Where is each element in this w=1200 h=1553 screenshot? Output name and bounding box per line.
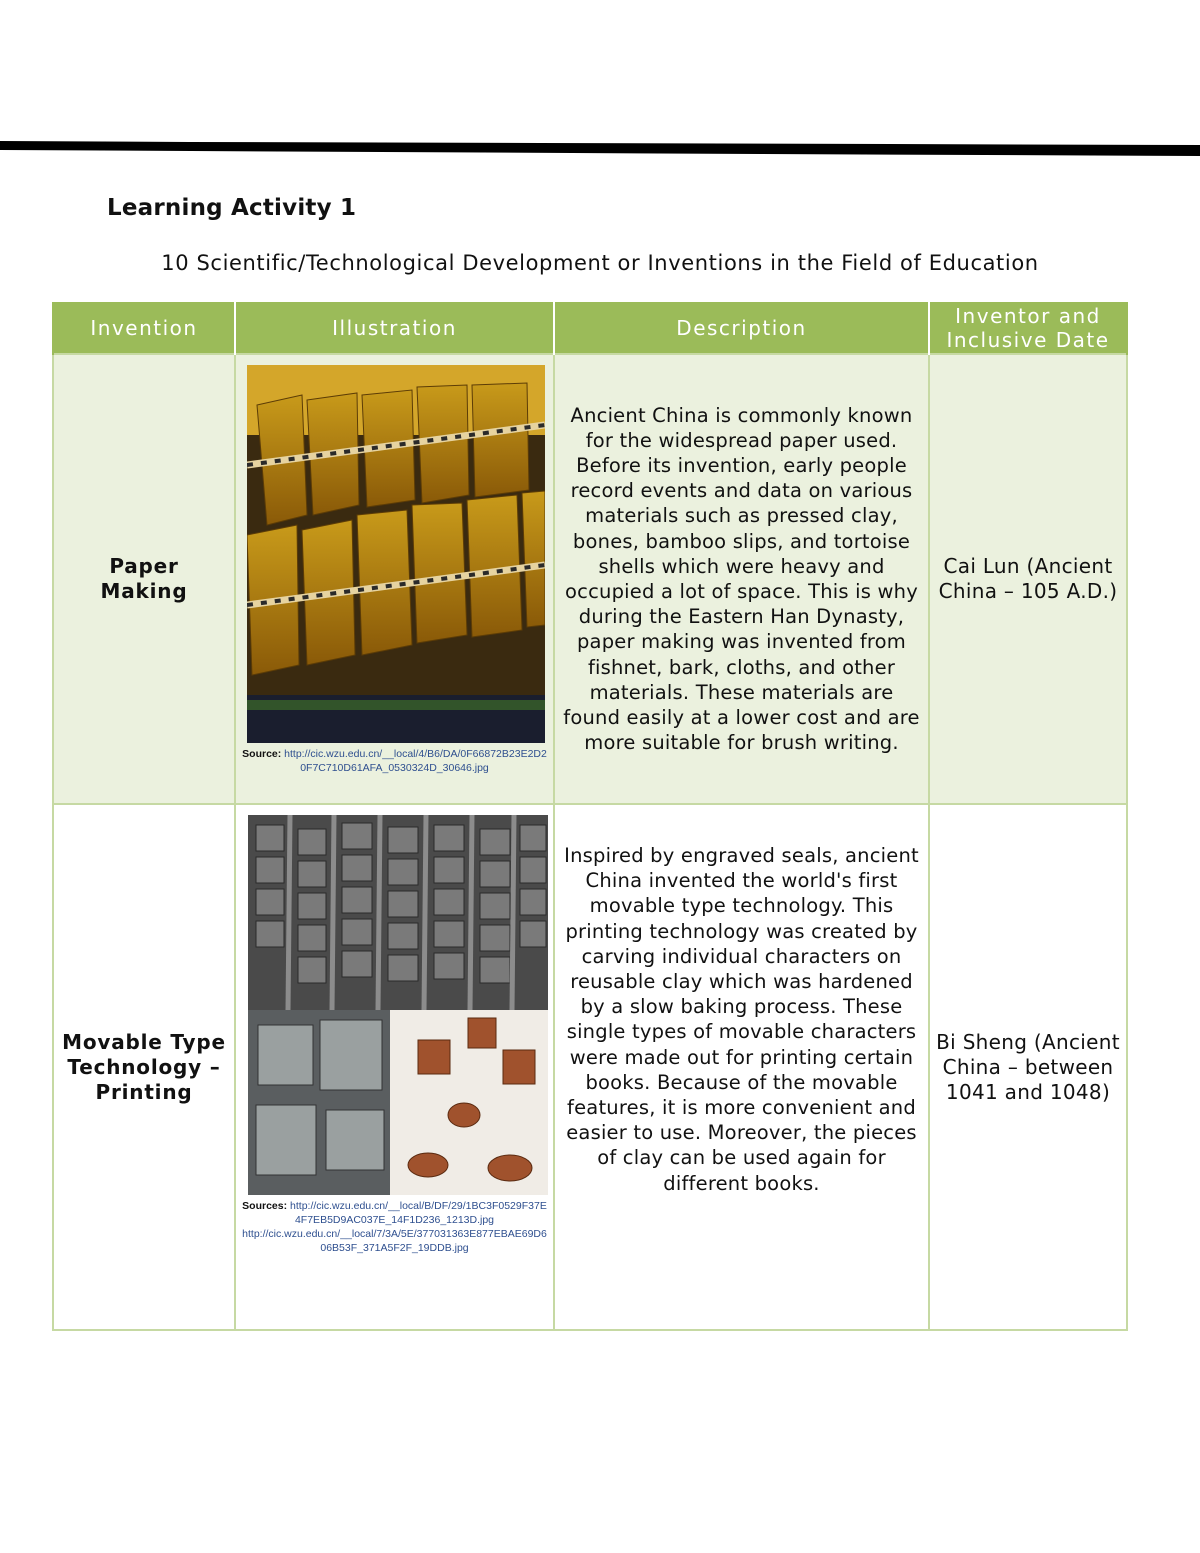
table-row [53,354,1127,804]
top-rule [0,141,1200,156]
activity-title: Learning Activity 1 [107,195,357,221]
table-row [53,804,1127,1330]
description-text: Inspired by engraved seals, ancient China invented the world's first movable type technology. This printing technology was created by carving individual characters on reusable clay which was hardened by a slow baking process. These single types of movable characters were made out for printing certain books. Because of the movable features, it is more convenient and easier to use. Moreover, the pieces of clay can be used again for different books. [564,844,919,1195]
invention-cell [53,804,235,1330]
source-label: Source: [242,748,282,760]
source-link[interactable]: http://cic.wzu.edu.cn/__local/4/B6/DA/0F66872B23E2D20F7C710D61AFA_0530324D_30646.jpg [284,748,547,774]
inventor-cell [929,804,1127,1330]
illustration-cell [235,804,554,1330]
source-link[interactable]: http://cic.wzu.edu.cn/__local/7/3A/5E/377031363E877EBAE69D606B53F_371A5F2F_19DDB.jpg [242,1228,547,1254]
header-invention: Invention [53,302,235,354]
source-label: Sources: [242,1200,288,1212]
illustration-collage [248,815,548,1195]
invention-cell [53,354,235,804]
invention-name: Movable Type Technology – Printing [62,1029,226,1104]
illustration-cell [235,354,554,804]
header-inventor: Inventor and Inclusive Date [929,302,1127,354]
inventions-table-wrap [52,302,1126,1331]
description-cell [554,354,929,804]
header-illustration: Illustration [235,302,554,354]
description-text: Ancient China is commonly known for the widespread paper used. Before its invention, early people record events and data on various materials such as pressed clay, bones, bamboo slips, and tortoise shells which were heavy and occupied a lot of space. This is why during the Eastern Han Dynasty, paper making was invented from fishnet, bark, cloths, and other materials. These materials are found easily at a lower cost and are more suitable for brush writing. [563,403,920,755]
inventor-text: Cai Lun (Ancient China – 105 A.D.) [938,554,1118,603]
header-description: Description [554,302,929,354]
source-note [242,1199,547,1255]
table-header-row [53,302,1127,354]
source-link[interactable]: http://cic.wzu.edu.cn/__local/B/DF/29/1BC3F0529F37E4F7EB5D9AC037E_14F1D236_1213D.jpg [290,1200,547,1226]
inventions-table [52,302,1128,1331]
subtitle: 10 Scientific/Technological Development or Inventions in the Field of Education [161,251,1039,275]
movable-type-tray-photo [248,815,548,1010]
description-cell [554,804,929,1330]
paper-drying-photo [247,365,545,743]
inventor-cell [929,354,1127,804]
inventor-text: Bi Sheng (Ancient China – between 1041 and 1048) [936,1029,1120,1104]
invention-name: Paper Making [100,554,188,603]
source-note [240,747,549,775]
